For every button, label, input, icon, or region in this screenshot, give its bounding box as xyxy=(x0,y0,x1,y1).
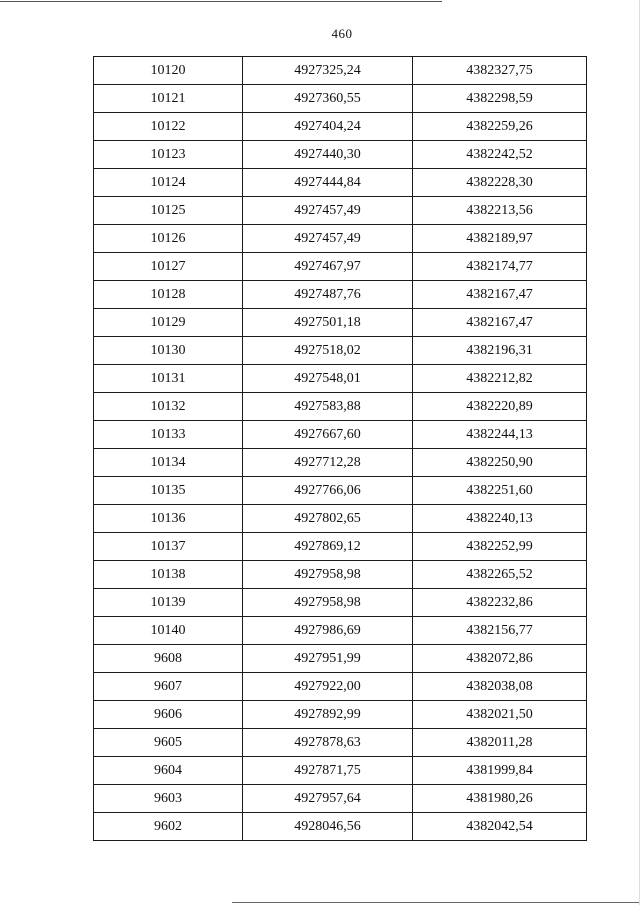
table-row xyxy=(94,449,587,477)
point-id-cell: 10126 xyxy=(94,225,243,253)
x-coordinate-cell: 4927802,65 xyxy=(243,505,413,533)
y-coordinate-cell: 4382250,90 xyxy=(413,449,587,477)
y-coordinate-cell: 4382021,50 xyxy=(413,701,587,729)
x-coordinate-cell: 4927501,18 xyxy=(243,309,413,337)
x-coordinate-cell: 4927958,98 xyxy=(243,561,413,589)
table-row xyxy=(94,673,587,701)
point-id-cell: 10121 xyxy=(94,85,243,113)
y-coordinate-cell: 4382298,59 xyxy=(413,85,587,113)
x-coordinate-cell: 4927457,49 xyxy=(243,225,413,253)
y-coordinate-cell: 4382189,97 xyxy=(413,225,587,253)
table-row xyxy=(94,253,587,281)
y-coordinate-cell: 4381980,26 xyxy=(413,785,587,813)
y-coordinate-cell: 4382167,47 xyxy=(413,281,587,309)
x-coordinate-cell: 4927922,00 xyxy=(243,673,413,701)
y-coordinate-cell: 4382213,56 xyxy=(413,197,587,225)
table-row xyxy=(94,645,587,673)
point-id-cell: 9605 xyxy=(94,729,243,757)
y-coordinate-cell: 4382240,13 xyxy=(413,505,587,533)
x-coordinate-cell: 4927440,30 xyxy=(243,141,413,169)
y-coordinate-cell: 4382251,60 xyxy=(413,477,587,505)
point-id-cell: 10138 xyxy=(94,561,243,589)
point-id-cell: 10128 xyxy=(94,281,243,309)
point-id-cell: 10132 xyxy=(94,393,243,421)
scan-edge-line-top xyxy=(0,1,442,2)
point-id-cell: 10140 xyxy=(94,617,243,645)
x-coordinate-cell: 4927869,12 xyxy=(243,533,413,561)
y-coordinate-cell: 4382252,99 xyxy=(413,533,587,561)
point-id-cell: 10134 xyxy=(94,449,243,477)
point-id-cell: 10129 xyxy=(94,309,243,337)
x-coordinate-cell: 4927360,55 xyxy=(243,85,413,113)
x-coordinate-cell: 4927766,06 xyxy=(243,477,413,505)
table-row xyxy=(94,477,587,505)
point-id-cell: 9608 xyxy=(94,645,243,673)
table-row xyxy=(94,421,587,449)
table-row xyxy=(94,701,587,729)
x-coordinate-cell: 4927325,24 xyxy=(243,57,413,85)
point-id-cell: 10139 xyxy=(94,589,243,617)
y-coordinate-cell: 4382327,75 xyxy=(413,57,587,85)
table-row xyxy=(94,85,587,113)
x-coordinate-cell: 4927892,99 xyxy=(243,701,413,729)
x-coordinate-cell: 4927667,60 xyxy=(243,421,413,449)
point-id-cell: 9604 xyxy=(94,757,243,785)
x-coordinate-cell: 4927871,75 xyxy=(243,757,413,785)
point-id-cell: 10136 xyxy=(94,505,243,533)
table-row xyxy=(94,533,587,561)
point-id-cell: 10120 xyxy=(94,57,243,85)
x-coordinate-cell: 4927583,88 xyxy=(243,393,413,421)
point-id-cell: 9607 xyxy=(94,673,243,701)
table-row xyxy=(94,57,587,85)
scan-edge-line-bottom xyxy=(232,902,640,903)
table-row xyxy=(94,785,587,813)
y-coordinate-cell: 4382072,86 xyxy=(413,645,587,673)
table-row xyxy=(94,729,587,757)
point-id-cell: 10123 xyxy=(94,141,243,169)
table-row xyxy=(94,757,587,785)
point-id-cell: 10131 xyxy=(94,365,243,393)
point-id-cell: 9603 xyxy=(94,785,243,813)
table-row xyxy=(94,169,587,197)
y-coordinate-cell: 4381999,84 xyxy=(413,757,587,785)
y-coordinate-cell: 4382244,13 xyxy=(413,421,587,449)
point-id-cell: 10137 xyxy=(94,533,243,561)
x-coordinate-cell: 4927878,63 xyxy=(243,729,413,757)
point-id-cell: 10124 xyxy=(94,169,243,197)
y-coordinate-cell: 4382212,82 xyxy=(413,365,587,393)
table-row xyxy=(94,617,587,645)
table-row xyxy=(94,561,587,589)
point-id-cell: 10125 xyxy=(94,197,243,225)
x-coordinate-cell: 4927518,02 xyxy=(243,337,413,365)
y-coordinate-cell: 4382156,77 xyxy=(413,617,587,645)
page-number: 460 xyxy=(331,26,353,41)
y-coordinate-cell: 4382242,52 xyxy=(413,141,587,169)
table-row xyxy=(94,589,587,617)
coordinates-table-body xyxy=(94,57,587,841)
y-coordinate-cell: 4382167,47 xyxy=(413,309,587,337)
x-coordinate-cell: 4927487,76 xyxy=(243,281,413,309)
y-coordinate-cell: 4382174,77 xyxy=(413,253,587,281)
x-coordinate-cell: 4927958,98 xyxy=(243,589,413,617)
table-row xyxy=(94,225,587,253)
point-id-cell: 10127 xyxy=(94,253,243,281)
y-coordinate-cell: 4382232,86 xyxy=(413,589,587,617)
x-coordinate-cell: 4927444,84 xyxy=(243,169,413,197)
x-coordinate-cell: 4927951,99 xyxy=(243,645,413,673)
table-row xyxy=(94,309,587,337)
y-coordinate-cell: 4382196,31 xyxy=(413,337,587,365)
table-row xyxy=(94,337,587,365)
y-coordinate-cell: 4382042,54 xyxy=(413,813,587,841)
y-coordinate-cell: 4382220,89 xyxy=(413,393,587,421)
table-row xyxy=(94,813,587,841)
point-id-cell: 9602 xyxy=(94,813,243,841)
coordinates-table xyxy=(93,56,587,841)
point-id-cell: 10133 xyxy=(94,421,243,449)
table-row xyxy=(94,281,587,309)
point-id-cell: 10122 xyxy=(94,113,243,141)
table-row xyxy=(94,197,587,225)
x-coordinate-cell: 4927457,49 xyxy=(243,197,413,225)
x-coordinate-cell: 4927712,28 xyxy=(243,449,413,477)
table-row xyxy=(94,505,587,533)
x-coordinate-cell: 4927467,97 xyxy=(243,253,413,281)
y-coordinate-cell: 4382228,30 xyxy=(413,169,587,197)
table-row xyxy=(94,365,587,393)
point-id-cell: 9606 xyxy=(94,701,243,729)
x-coordinate-cell: 4928046,56 xyxy=(243,813,413,841)
table-row xyxy=(94,393,587,421)
x-coordinate-cell: 4927548,01 xyxy=(243,365,413,393)
point-id-cell: 10135 xyxy=(94,477,243,505)
table-row xyxy=(94,141,587,169)
y-coordinate-cell: 4382259,26 xyxy=(413,113,587,141)
x-coordinate-cell: 4927986,69 xyxy=(243,617,413,645)
x-coordinate-cell: 4927957,64 xyxy=(243,785,413,813)
y-coordinate-cell: 4382265,52 xyxy=(413,561,587,589)
y-coordinate-cell: 4382038,08 xyxy=(413,673,587,701)
y-coordinate-cell: 4382011,28 xyxy=(413,729,587,757)
point-id-cell: 10130 xyxy=(94,337,243,365)
x-coordinate-cell: 4927404,24 xyxy=(243,113,413,141)
table-row xyxy=(94,113,587,141)
